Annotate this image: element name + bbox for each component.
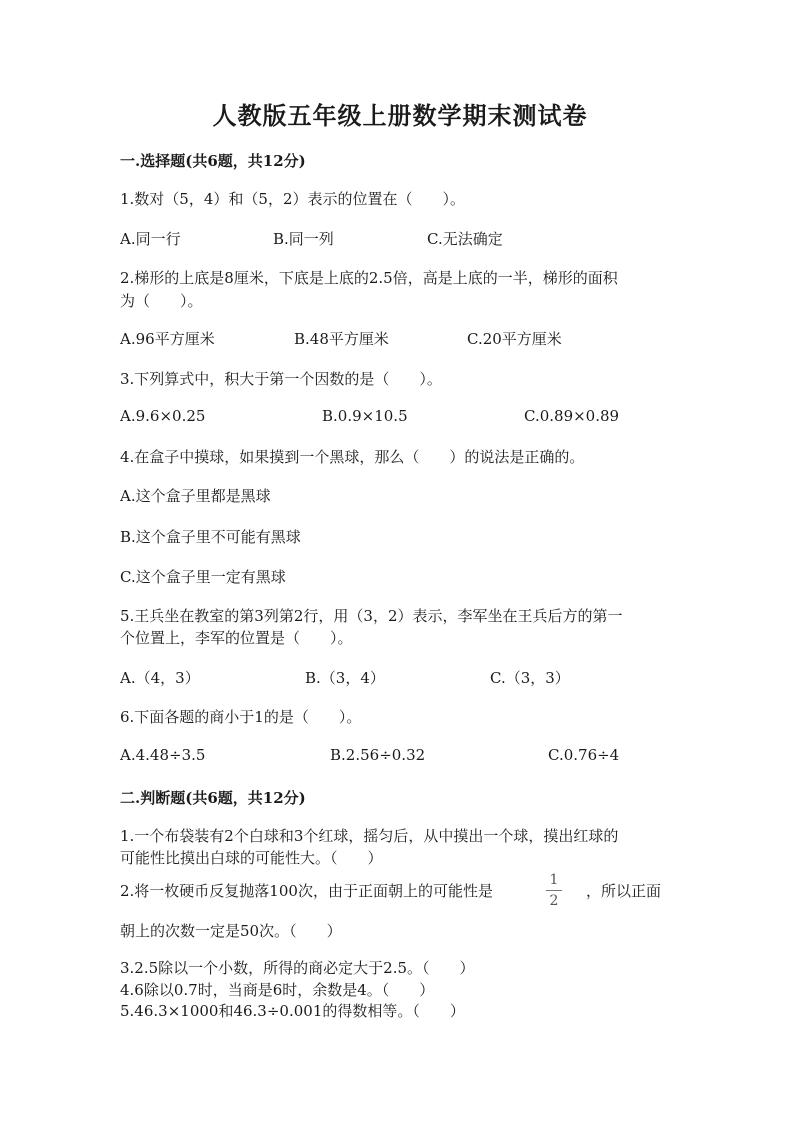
q5-option-a: A.（4，3）	[120, 669, 200, 687]
judge-4: 4.6除以0.7时，当商是6时，余数是4。（ ）	[120, 981, 435, 999]
q5-option-c: C.（3，3）	[490, 669, 570, 687]
q3-option-c: C.0.89×0.89	[524, 407, 620, 425]
q3-option-b: B.0.9×10.5	[322, 407, 408, 425]
q6-option-a: A.4.48÷3.5	[120, 746, 206, 764]
question-5-line2: 个位置上，李军的位置是（ ）。	[120, 629, 353, 647]
question-2-line2: 为（ ）。	[120, 292, 203, 310]
q1-option-a: A.同一行	[120, 230, 181, 248]
question-4: 4.在盒子中摸球，如果摸到一个黑球，那么（ ）的说法是正确的。	[120, 448, 585, 466]
q3-option-a: A.9.6×0.25	[120, 407, 206, 425]
question-2-line1: 2.梯形的上底是8厘米，下底是上底的2.5倍，高是上底的一半，梯形的面积	[120, 269, 618, 287]
q5-option-b: B.（3，4）	[305, 669, 385, 687]
question-5-line1: 5.王兵坐在教室的第3列第2行，用（3，2）表示，李军坐在王兵后方的第一	[120, 607, 623, 625]
judge-2-part2: ，所以正面	[586, 882, 662, 900]
judge-2-part1: 2.将一枚硬币反复抛落100次，由于正面朝上的可能性是	[120, 882, 493, 900]
judge-5: 5.46.3×1000和46.3÷0.001的得数相等。（ ）	[120, 1002, 465, 1020]
q1-option-c: C.无法确定	[427, 230, 503, 248]
fraction-numerator: 1	[549, 872, 559, 888]
question-6: 6.下面各题的商小于1的是（ ）。	[120, 708, 362, 726]
page-title: 人教版五年级上册数学期末测试卷	[212, 101, 588, 130]
fraction-bar	[546, 890, 562, 891]
q6-option-b: B.2.56÷0.32	[330, 746, 426, 764]
judge-1-line1: 1.一个布袋装有2个白球和3个红球，摇匀后，从中摸出一个球，摸出红球的	[120, 827, 619, 845]
question-3: 3.下列算式中，积大于第一个因数的是（ ）。	[120, 370, 442, 388]
question-1: 1.数对（5，4）和（5，2）表示的位置在（ ）。	[120, 190, 465, 208]
q6-option-c: C.0.76÷4	[548, 746, 620, 764]
q2-option-a: A.96平方厘米	[120, 330, 215, 348]
fraction-one-half	[545, 872, 563, 909]
section-heading-judgement: 二.判断题(共6题，共12分)	[120, 789, 306, 807]
judge-3: 3.2.5除以一个小数，所得的商必定大于2.5。（ ）	[120, 959, 475, 977]
q4-option-a: A.这个盒子里都是黑球	[120, 487, 271, 505]
judge-2-line2: 朝上的次数一定是50次。（ ）	[120, 922, 342, 940]
section-heading-choice: 一.选择题(共6题，共12分)	[120, 152, 306, 170]
fraction-denominator: 2	[549, 893, 559, 909]
q4-option-b: B.这个盒子里不可能有黑球	[120, 528, 301, 546]
q2-option-b: B.48平方厘米	[294, 330, 389, 348]
q4-option-c: C.这个盒子里一定有黑球	[120, 568, 286, 586]
judge-1-line2: 可能性比摸出白球的可能性大。（ ）	[120, 849, 383, 867]
q2-option-c: C.20平方厘米	[467, 330, 562, 348]
q1-option-b: B.同一列	[273, 230, 334, 248]
